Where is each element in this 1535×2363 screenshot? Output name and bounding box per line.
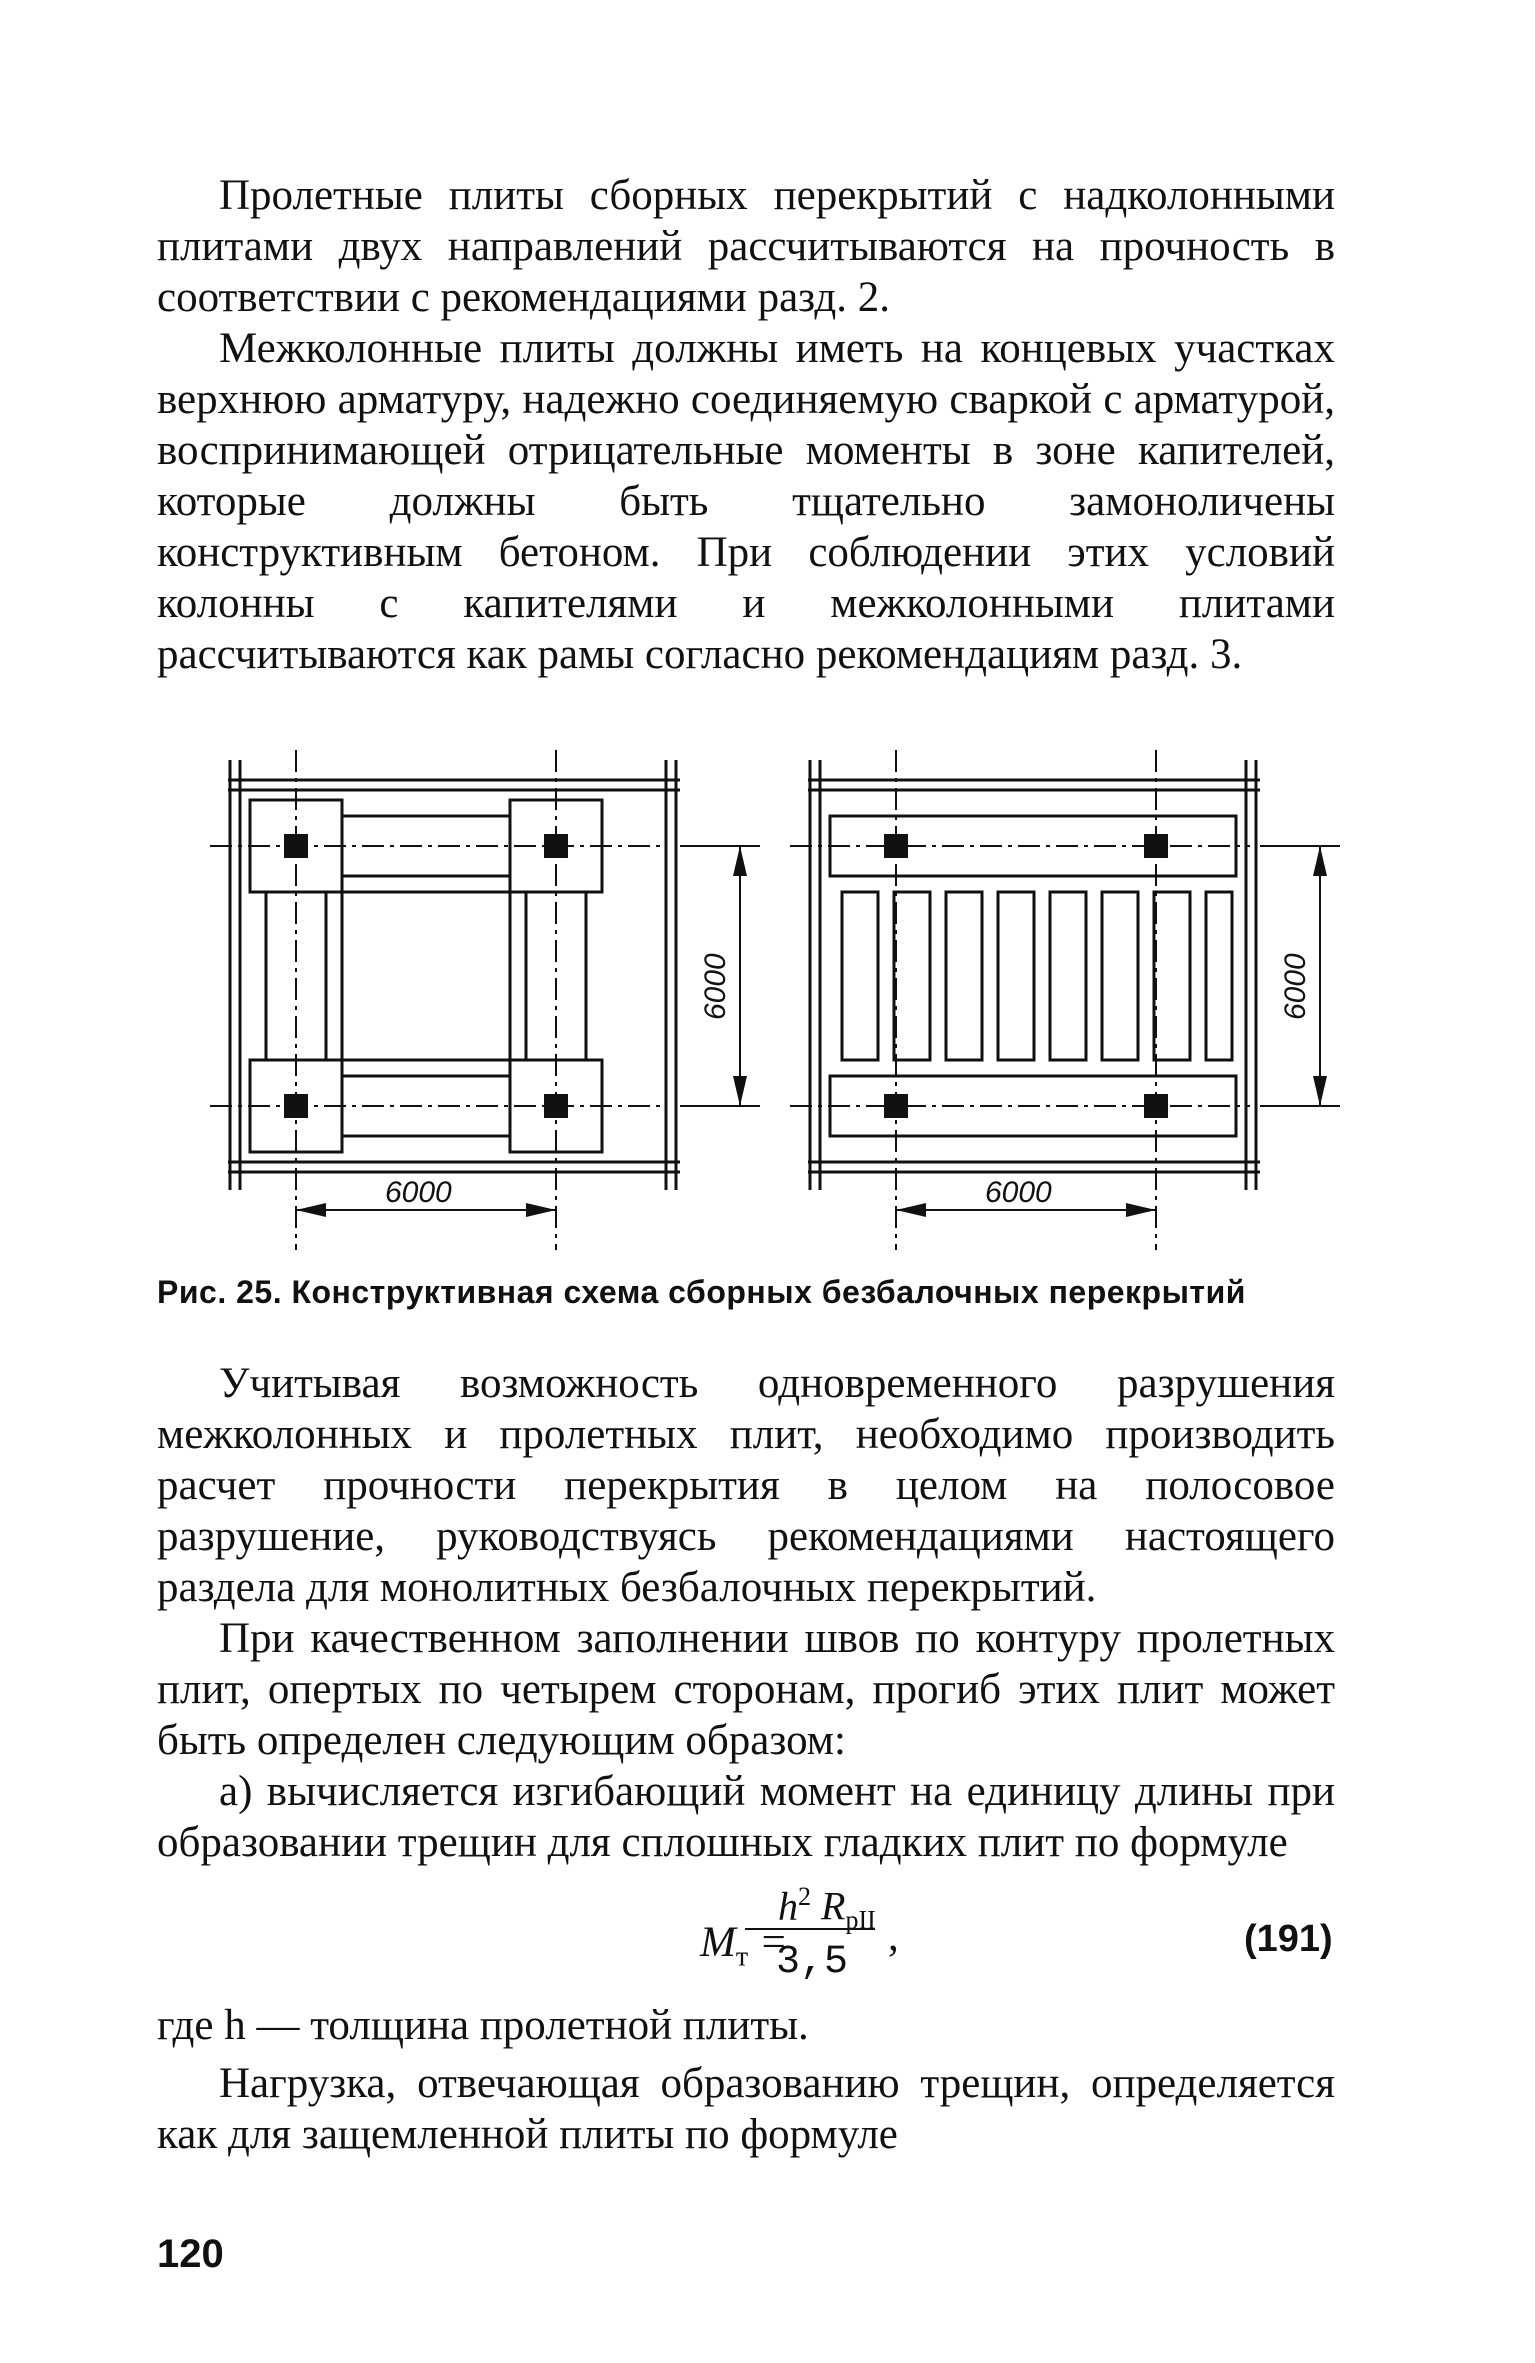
paragraph-3: Учитывая возможность одновременного разрушения межколонных и пролетных плит, необходимо производить расчет прочности перекрытия в целом на полосовое разрушение, руководствуясь рекомендациями настоящего раздела для монолитных безбалочных перекрытий. xyxy=(157,1360,1335,1611)
paragraph-1: Пролетные плиты сборных перекрытий с надколонными плитами двух направлений рассчитываются на прочность в соответствии с рекомендациями разд. 2. xyxy=(157,172,1335,321)
paragraph-6: где h — толщина пролетной плиты. xyxy=(157,2002,809,2049)
left-dim-vertical: 6000 xyxy=(699,953,732,1020)
formula-191 xyxy=(0,1868,1535,2008)
formula-number: (191) xyxy=(1244,1918,1333,1960)
paragraph-4: При качественном заполнении швов по контуру пролетных плит, опертых по четырем сторонам, прогиб этих плит может быть определен следующим образом: xyxy=(157,1615,1335,1764)
page-number: 120 xyxy=(157,2232,224,2276)
formula-lhs: $M_т$ = xyxy=(700,1919,788,1973)
right-dim-vertical: 6000 xyxy=(1279,953,1312,1020)
paragraph-5: а) вычисляется изгибающий момент на единицу длины при образовании трещин для сплошных гладких плит по формуле xyxy=(157,1768,1335,1866)
right-scheme xyxy=(790,750,1260,1250)
formula-comma: , xyxy=(888,1913,899,1960)
left-scheme xyxy=(210,750,680,1250)
formula-fraction-bar xyxy=(745,1928,875,1930)
formula-denominator: 3,5 xyxy=(776,1940,849,1985)
figure-25 xyxy=(180,730,1380,1255)
formula-numerator: $h^2$ $R_{pII}$ xyxy=(778,1882,876,1935)
figure-caption: Рис. 25. Конструктивная схема сборных безбалочных перекрытий xyxy=(157,1274,1246,1310)
figure-drawing xyxy=(180,730,1380,1250)
left-dim-horizontal: 6000 xyxy=(385,1176,452,1209)
right-dim-horizontal: 6000 xyxy=(985,1176,1052,1209)
paragraph-2: Межколонные плиты должны иметь на концевых участках верхнюю арматуру, надежно соединяемую сваркой с арматурой, воспринимающей отрицательные моменты в зоне капителей, которые должны быть тщательно замоноличены конструктивным бетоном. При соблюдении этих условий колонны с капителями и межколонными плитами рассчитываются как рамы согласно рекомендациям разд. 3. xyxy=(157,325,1335,678)
paragraph-7: Нагрузка, отвечающая образованию трещин, определяется как для защемленной плиты по формуле xyxy=(157,2060,1335,2158)
